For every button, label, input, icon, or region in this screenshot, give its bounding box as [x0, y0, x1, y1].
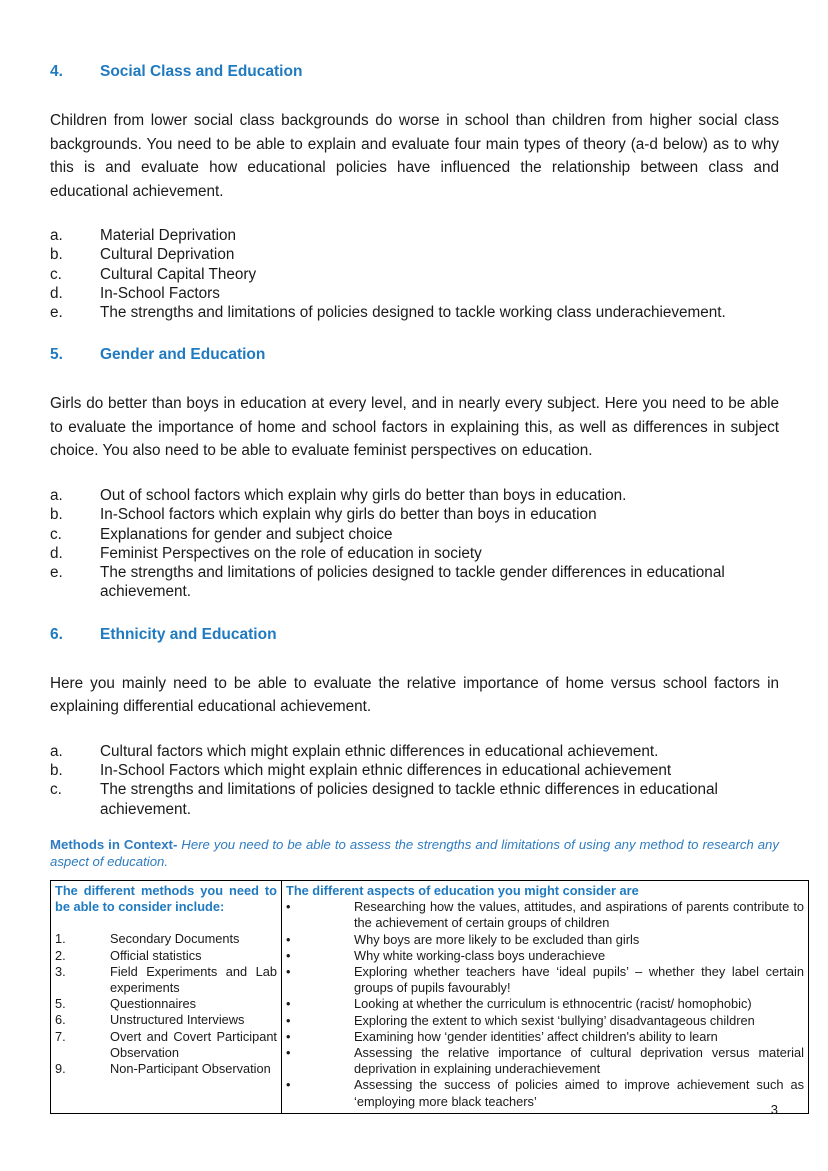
- list-item-marker: b.: [50, 506, 63, 524]
- spacer: [50, 870, 779, 880]
- list-item-marker: 1.: [55, 931, 66, 947]
- bullet-icon: •: [286, 931, 291, 947]
- section-list-ethnicity: [50, 742, 779, 819]
- list-item-label: Field Experiments and Lab experiments: [110, 963, 277, 995]
- list-item-marker: e.: [50, 304, 63, 322]
- list-item-label: Researching how the values, attitudes, and aspirations of parents contribute to the achievement of certain groups of children: [354, 899, 804, 931]
- list-item-label: The strengths and limitations of policies designed to tackle working class underachievement.: [100, 304, 726, 322]
- spacer: [50, 719, 779, 742]
- list-item-label: Explanations for gender and subject choice: [100, 525, 393, 543]
- list-item-label: The strengths and limitations of policies designed to tackle ethnic differences in educational achievement.: [100, 781, 718, 818]
- bullet-icon: •: [286, 1028, 291, 1044]
- spacer: [50, 602, 779, 625]
- list-item: [286, 964, 804, 996]
- list-item: [55, 1061, 277, 1077]
- list-item: [286, 1045, 804, 1077]
- list-item-label: Questionnaires: [110, 996, 197, 1012]
- list-item: [55, 1029, 277, 1061]
- list-item-marker: c.: [50, 265, 62, 283]
- list-item-label: Looking at whether the curriculum is ethnocentric (racist/ homophobic): [354, 996, 752, 1012]
- list-item: [50, 245, 779, 264]
- list-item: [55, 948, 277, 964]
- list-item-marker: c.: [50, 525, 62, 543]
- list-item-label: Cultural Deprivation: [100, 246, 235, 264]
- section-heading-social-class: [50, 62, 779, 81]
- methods-numbered-list: [55, 931, 277, 1077]
- methods-in-context-label: Methods in Context-: [50, 836, 178, 852]
- section-heading-ethnicity: [50, 625, 779, 644]
- list-item: [50, 761, 779, 780]
- bullet-icon: •: [286, 1044, 291, 1060]
- section-number: 6.: [50, 625, 63, 643]
- list-item-label: Feminist Perspectives on the role of education in society: [100, 544, 482, 562]
- list-item-marker: 7.: [55, 1028, 66, 1044]
- list-item-label: Secondary Documents: [110, 931, 240, 947]
- list-item-label: Overt and Covert Participant Observation: [110, 1028, 277, 1060]
- spacer: [50, 644, 779, 672]
- table-row: [51, 880, 809, 1113]
- list-item-label: Why white working-class boys underachieve: [354, 947, 606, 963]
- spacer: [50, 322, 779, 345]
- list-item-marker: d.: [50, 284, 63, 302]
- section-list-gender: [50, 486, 779, 602]
- spacer: [55, 915, 277, 931]
- list-item-label: In-School factors which explain why girls do better than boys in education: [100, 506, 597, 524]
- spacer: [50, 819, 779, 836]
- spacer: [50, 203, 779, 226]
- list-item: [55, 964, 277, 996]
- list-item: [50, 544, 779, 563]
- list-item-marker: 6.: [55, 1012, 66, 1028]
- list-item-marker: b.: [50, 246, 63, 264]
- list-item-marker: a.: [50, 742, 63, 760]
- section-number: 4.: [50, 63, 63, 80]
- list-item: [50, 486, 779, 505]
- bullet-icon: •: [286, 899, 291, 915]
- list-item: [50, 742, 779, 761]
- bullet-icon: •: [286, 1012, 291, 1028]
- list-item-label: Out of school factors which explain why girls do better than boys in education.: [100, 486, 627, 504]
- bullet-icon: •: [286, 1077, 291, 1093]
- list-item: [50, 284, 779, 303]
- section-paragraph-ethnicity: Here you mainly need to be able to evaluate the relative importance of home versus school factors in explaining differential educational achievement.: [50, 674, 779, 716]
- list-item: [286, 996, 804, 1012]
- table-cell-methods: [51, 880, 282, 1113]
- list-item-label: Why boys are more likely to be excluded than girls: [354, 931, 640, 947]
- section-number: 5.: [50, 346, 63, 364]
- list-item-marker: 3.: [55, 963, 66, 979]
- list-item-label: Assessing the success of policies aimed to improve achievement such as ‘employing more black teachers’: [354, 1077, 804, 1109]
- list-item-label: Unstructured Interviews: [110, 1012, 245, 1028]
- document-body: [50, 62, 804, 1114]
- section-paragraph-social-class: Children from lower social class backgrounds do worse in school than children from higher social class backgrounds. You need to be able to explain and evaluate four main types of theory (a-d below) as to why this is and evaluate how educational policies have influenced the relationship between class and educational achievement.: [50, 112, 779, 200]
- section-title: Social Class and Education: [100, 63, 303, 80]
- list-item-label: Exploring the extent to which sexist ‘bullying’ disadvantageous children: [354, 1012, 755, 1028]
- spacer: [50, 81, 779, 109]
- bullet-icon: •: [286, 996, 291, 1012]
- list-item-label: Examining how ‘gender identities’ affect children's ability to learn: [354, 1028, 718, 1044]
- list-item-marker: e.: [50, 564, 63, 582]
- list-item: [286, 1013, 804, 1029]
- spacer: [50, 463, 779, 486]
- methods-in-context-table: [50, 880, 809, 1114]
- methods-in-context-note: [50, 836, 779, 870]
- list-item-marker: 2.: [55, 947, 66, 963]
- list-item-marker: a.: [50, 486, 63, 504]
- list-item-marker: b.: [50, 762, 63, 780]
- spacer: [50, 364, 779, 392]
- page-number: 3: [770, 1102, 778, 1117]
- list-item: [286, 948, 804, 964]
- bullet-icon: •: [286, 963, 291, 979]
- list-item: [50, 505, 779, 524]
- list-item: [50, 265, 779, 284]
- list-item: [55, 996, 277, 1012]
- methods-in-context-text: Here you need to be able to assess the strengths and limitations of using any method to research any aspect of education.: [50, 836, 779, 869]
- list-item: [50, 780, 779, 819]
- list-item: [50, 303, 779, 322]
- list-item-label: Cultural Capital Theory: [100, 265, 257, 283]
- list-item: [55, 1012, 277, 1028]
- list-item-label: Official statistics: [110, 947, 202, 963]
- list-item: [50, 525, 779, 544]
- list-item-marker: d.: [50, 544, 63, 562]
- list-item: [286, 899, 804, 931]
- section-heading-gender: [50, 345, 779, 364]
- list-item-label: Exploring whether teachers have ‘ideal pupils’ – whether they label certain groups of pupils favourably!: [354, 963, 804, 996]
- list-item: [286, 1077, 804, 1109]
- list-item-marker: 5.: [55, 996, 66, 1012]
- list-item: [50, 563, 779, 602]
- bullet-icon: •: [286, 947, 291, 963]
- table-column-header-methods: The different methods you need to be able to consider include:: [55, 882, 277, 915]
- table-column-header-aspects: The different aspects of education you might consider are: [286, 882, 639, 898]
- list-item-label: Material Deprivation: [100, 227, 237, 244]
- aspects-bullet-list: [286, 899, 804, 1110]
- list-item-marker: 9.: [55, 1060, 66, 1076]
- list-item-label: The strengths and limitations of policies designed to tackle gender differences in educational achievement.: [100, 564, 725, 601]
- list-item: [286, 1029, 804, 1045]
- section-paragraph-gender: Girls do better than boys in education at every level, and in nearly every subject. Here you need to be able to evaluate the importance of home and school factors in explaining this, as well as differences in subject choice. You also need to be able to evaluate feminist perspectives on education.: [50, 395, 779, 460]
- list-item-label: Assessing the relative importance of cultural deprivation versus material deprivation in explaining underachievement: [354, 1044, 804, 1077]
- list-item: [286, 932, 804, 948]
- list-item: [50, 226, 779, 245]
- list-item-label: Cultural factors which might explain ethnic differences in educational achievement.: [100, 742, 659, 760]
- list-item-label: In-School Factors: [100, 284, 220, 302]
- list-item-label: Non-Participant Observation: [110, 1060, 271, 1076]
- table-cell-aspects: [282, 880, 809, 1113]
- section-title: Gender and Education: [100, 346, 266, 364]
- section-list-social-class: [50, 226, 779, 322]
- list-item-label: In-School Factors which might explain ethnic differences in educational achievement: [100, 762, 672, 780]
- section-title: Ethnicity and Education: [100, 625, 277, 643]
- list-item-marker: c.: [50, 781, 62, 799]
- list-item-marker: a.: [50, 227, 63, 244]
- list-item: [55, 931, 277, 947]
